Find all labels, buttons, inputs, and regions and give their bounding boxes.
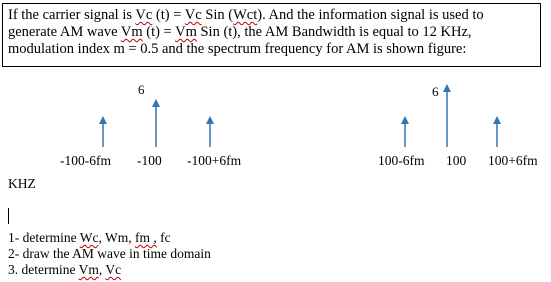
spell-flag-vm: Vm — [175, 24, 197, 40]
text-fragment: 3. determine — [8, 262, 79, 277]
axis-label-pos-usb: 100+6fm — [488, 153, 538, 168]
axis-label-pos-carrier: 100 — [446, 153, 467, 168]
spectrum-arrows — [99, 84, 501, 147]
axis-label-neg-usb: -100+6fm — [187, 153, 242, 168]
text-fragment: If the carrier signal is — [8, 7, 136, 23]
text-fragment: 1- determine — [8, 230, 80, 245]
spell-flag-wc: Wc — [79, 230, 99, 245]
text-fragment: , Wm, — [98, 230, 135, 245]
text-fragment: generate AM wave — [8, 24, 121, 40]
text-cursor[interactable] — [8, 208, 9, 224]
text-fragment: (t) = — [152, 7, 185, 23]
text-fragment: , — [98, 262, 106, 277]
arrow-left-usb — [206, 116, 214, 147]
question-2: 2- draw the AM wave in time domain — [8, 246, 211, 261]
spell-flag-wct: Wct — [233, 7, 258, 23]
spell-flag-vm: Vm — [120, 24, 143, 40]
spell-flag-vc: Vc — [184, 7, 202, 23]
arrow-left-lsb — [99, 116, 107, 147]
text-fragment: (t) = — [142, 24, 176, 40]
question-3 — [8, 262, 211, 278]
axis-label-neg-carrier: -100 — [137, 153, 162, 168]
arrow-right-lsb — [401, 116, 409, 147]
text-fragment: Sin (t), the AM Bandwidth is equal to 12 KHz, — [196, 24, 472, 40]
spell-flag-vm: Vm — [78, 262, 99, 277]
question-list — [8, 230, 211, 278]
question-1 — [8, 230, 211, 246]
right-peak-label: 6 — [432, 84, 439, 99]
spell-flag-vc: Vc — [105, 262, 122, 277]
text-fragment: fc — [156, 230, 171, 245]
left-peak-label: 6 — [138, 82, 145, 97]
axis-label-neg-lsb: -100-6fm — [60, 153, 111, 168]
text-fragment: Sin ( — [201, 7, 234, 23]
spell-flag-vc: Vc — [135, 7, 153, 23]
text-fragment: ). And the information signal is used to — [257, 7, 484, 23]
axis-label-pos-lsb: 100-6fm — [378, 153, 425, 168]
arrow-left-carrier — [152, 99, 160, 147]
problem-line-3: modulation index m = 0.5 and the spectrum frequency for AM is shown figure: — [8, 41, 467, 57]
arrow-right-usb — [493, 116, 501, 147]
arrow-right-carrier — [443, 84, 451, 147]
spell-flag-fm: fm , — [134, 230, 157, 245]
unit-label: KHZ — [8, 176, 36, 191]
